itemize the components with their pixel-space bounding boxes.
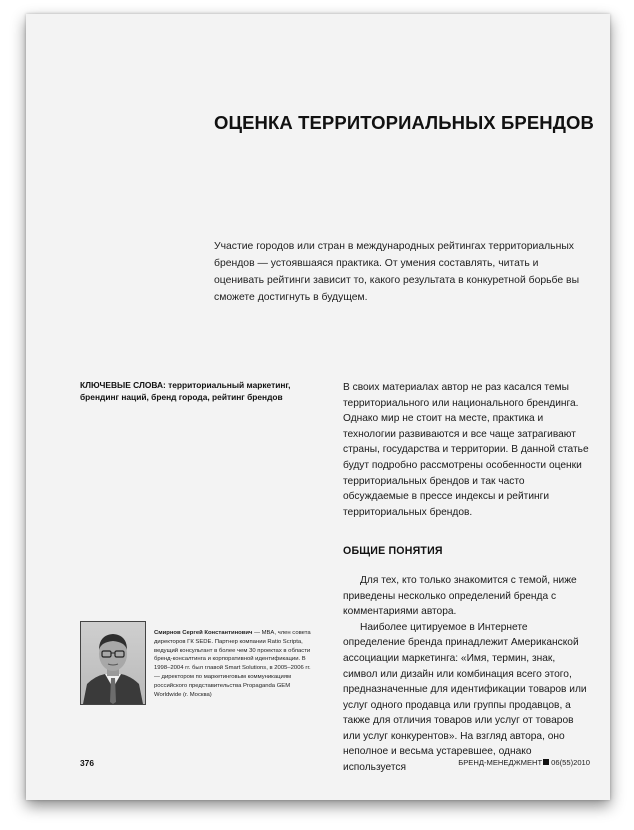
keywords-label: КЛЮЧЕВЫЕ СЛОВА: (80, 380, 166, 390)
author-bio-text: — MBA, член совета директоров ГК SEDE. Партнер компании Ratio Scripta, ведущий консультант в более чем 30 проектах в области бренд-консалтинга и корпоративной идентификации. В 1998–2004 гг. был главой Smart Solutions, в 2005–2006 гг. — директором по маркетинговым коммуникациям российского представительства Propaganda GEM Worldwide (г. Москва) (154, 630, 311, 698)
keywords-text: территориальный маркетинг, брендинг наций, бренд города, рейтинг брендов (80, 380, 291, 402)
article-body (343, 380, 591, 776)
lead-text: Участие городов или стран в международных рейтингах территориальных брендов — устоявшаяся практика. От умения составлять, читать и оценивать рейтинги зависит то, какого результата в конкуретной борьбе вы сможете достигнуть в будущем. (214, 241, 580, 303)
page-number: 376 (80, 758, 94, 768)
body-paragraph: Наиболее цитируемое в Интернете определение бренда принадлежит Американской ассоциации маркетинга: «Имя, термин, знак, символ или дизайн или комбинация всего этого, предназначенные для идентификации товаров или услуг одного продавца или группы продавцов, а также для отличия товаров или услуг от товаров или услуг конкурентов». На взгляд автора, оно неполное и весьма устаревшее, однако используется (343, 621, 587, 774)
journal-name: БРЕНД-МЕНЕДЖМЕНТ (458, 758, 543, 767)
author-block (80, 621, 320, 716)
article-title: ОЦЕНКА ТЕРРИТОРИАЛЬНЫХ БРЕНДОВ (214, 112, 594, 134)
square-bullet-icon (543, 759, 549, 765)
running-footer (458, 758, 590, 767)
journal-page (26, 14, 610, 800)
article-lead (214, 238, 590, 306)
section-heading: ОБЩИЕ ПОНЯТИЯ (343, 545, 443, 558)
portrait-image (81, 622, 145, 704)
keywords-block (80, 380, 320, 403)
author-bio (154, 629, 314, 699)
author-name: Смирнов Сергей Константинович (154, 630, 253, 636)
author-photo (80, 621, 146, 705)
journal-issue: 06(55)2010 (551, 758, 590, 767)
body-paragraph: Для тех, кто только знакомится с темой, ниже приведены несколько определений бренда с комментариями автора. (343, 574, 577, 618)
intro-paragraph: В своих материалах автор не раз касался темы территориального или национального брендинга. Однако мир не стоит на месте, практика и технологии развиваются и все чаще затрагивают страны, государства и территории. В данной статье будут подробно рассмотрены особенности оценки территориальных брендов и так часто обсуждаемые в прессе индексы и рейтинги территориальных брендов. (343, 382, 589, 518)
